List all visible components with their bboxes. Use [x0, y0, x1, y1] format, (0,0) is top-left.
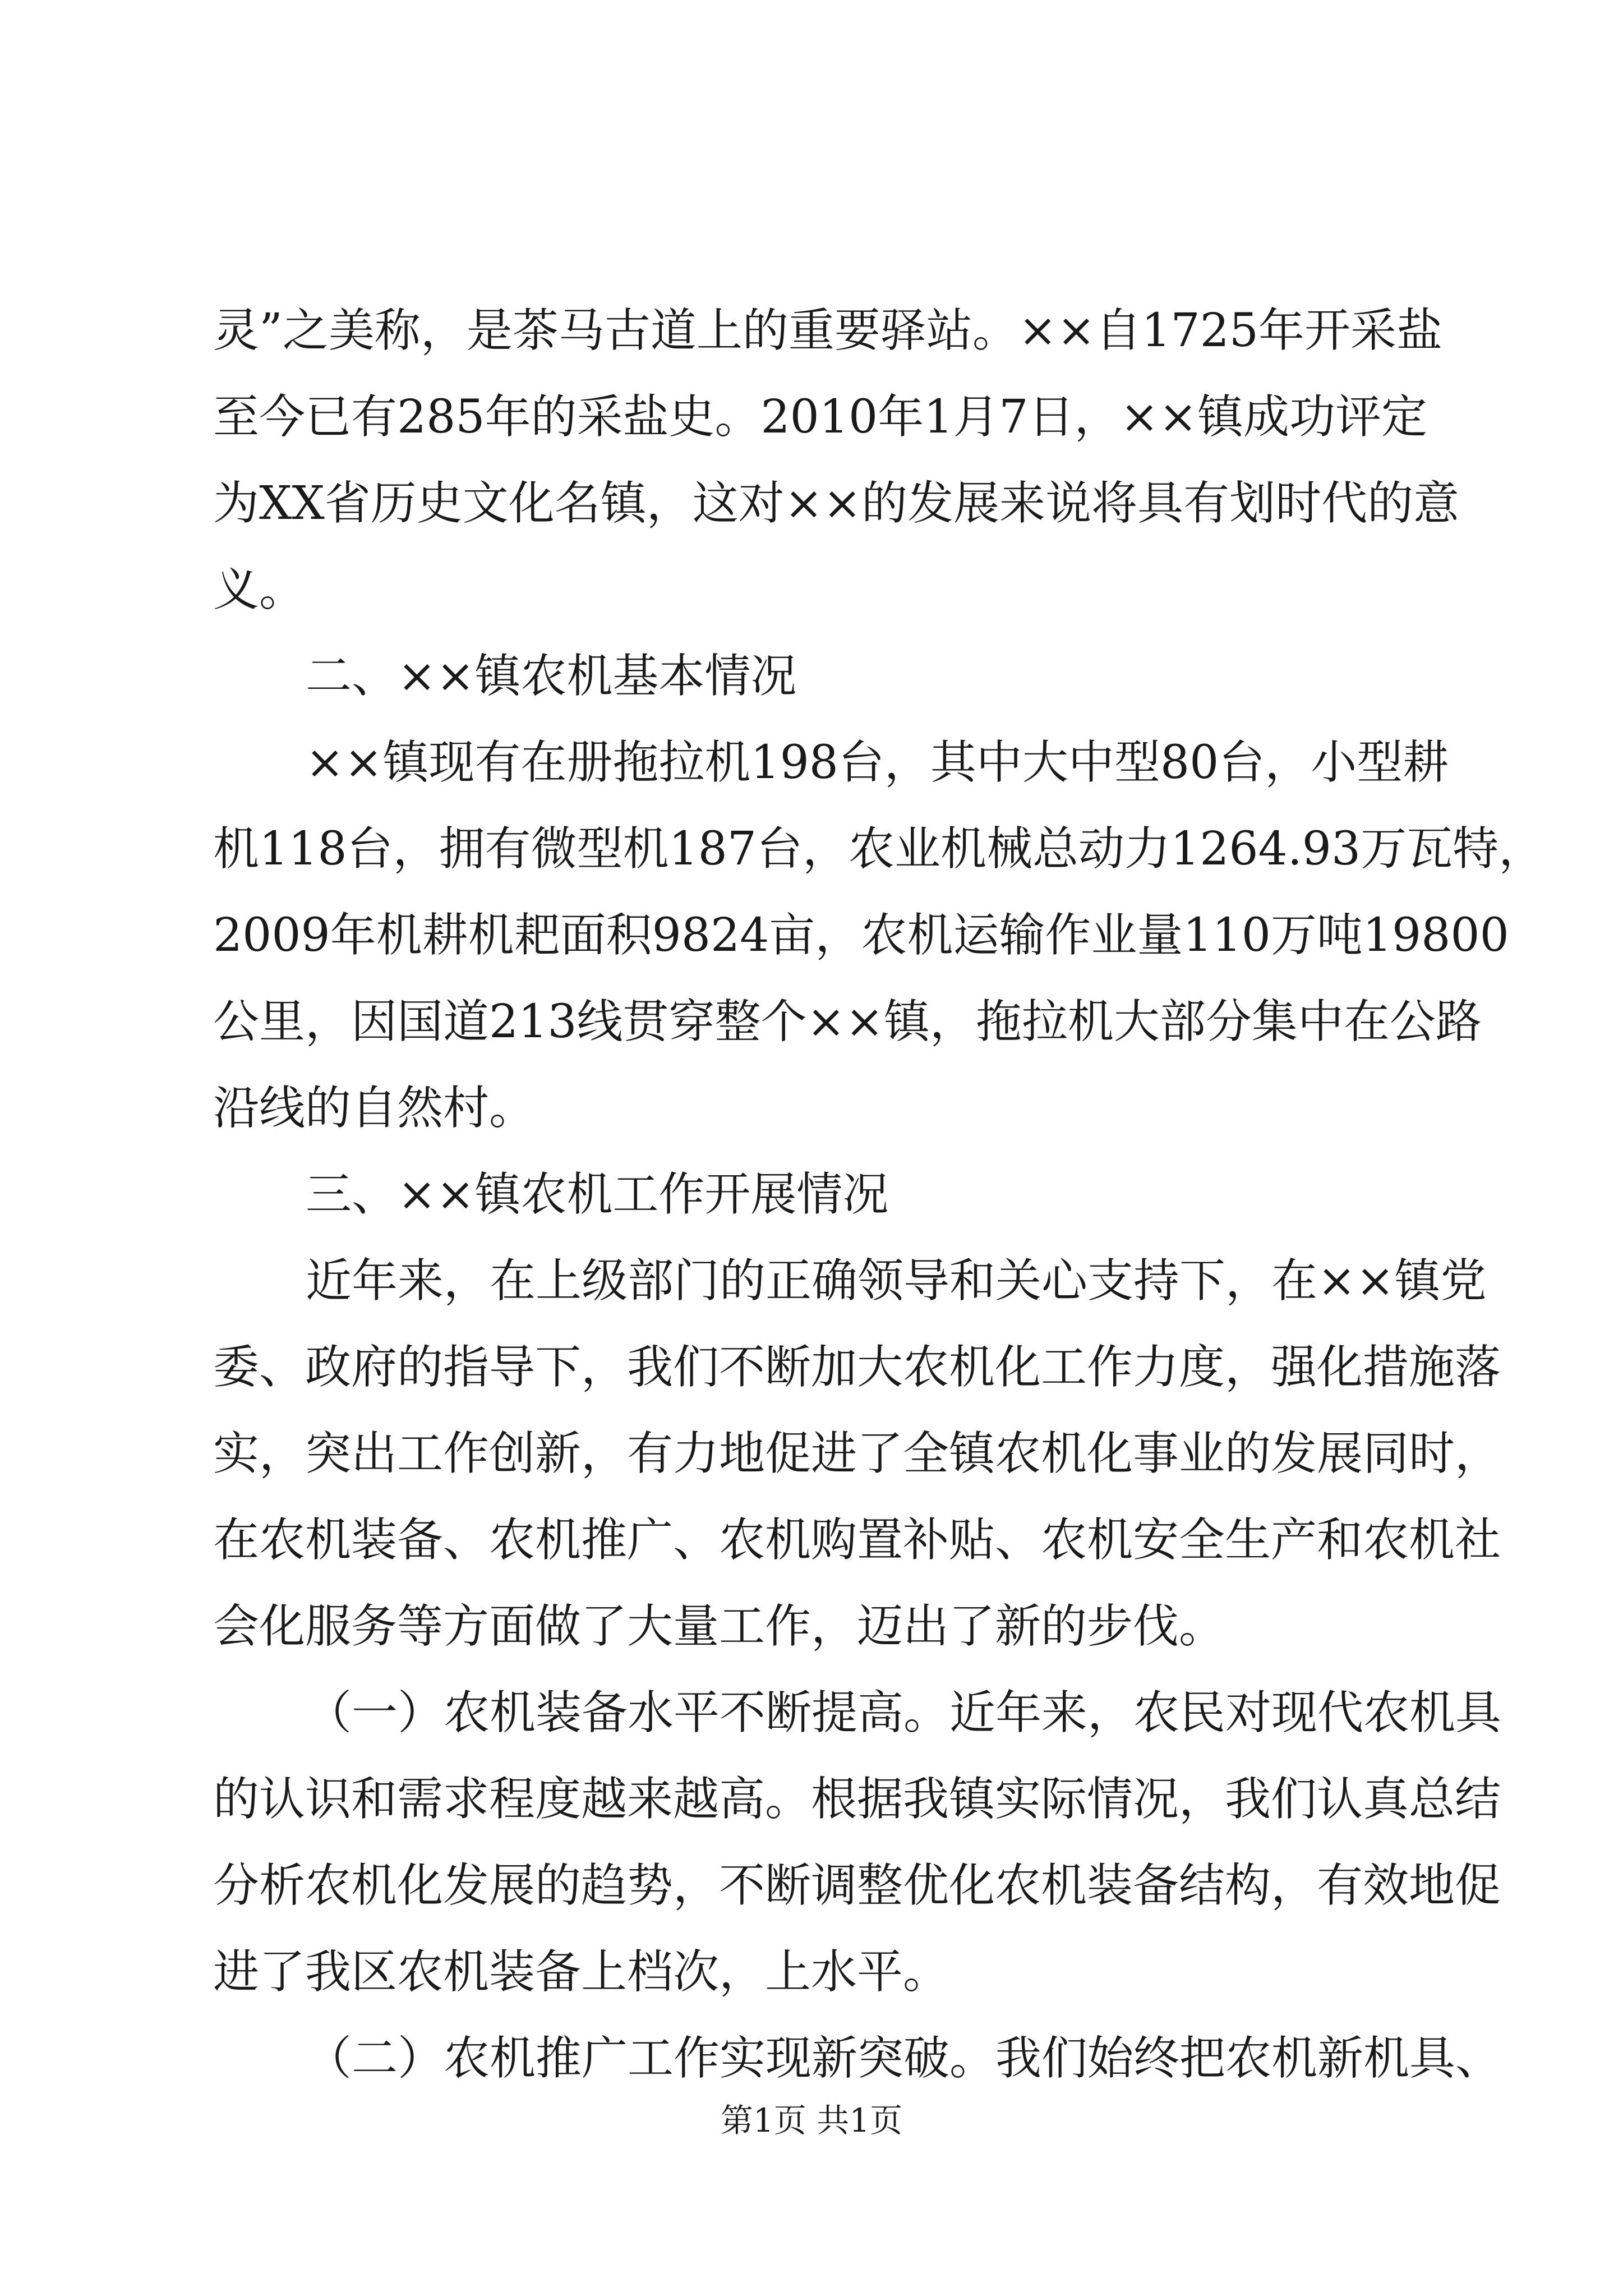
page-footer: 第1页 共1页 [720, 2101, 903, 2139]
body-text-line: 机118台，拥有微型机187台，农业机械总动力1264.93万瓦特， [213, 822, 1545, 876]
body-text-line: （二）农机推广工作实现新突破。我们始终把农机新机具、 [306, 2032, 1502, 2085]
body-text-line: 会化服务等方面做了大量工作，迈出了新的步伐。 [213, 1600, 1225, 1653]
body-text-line: 2009年机耕机耙面积9824亩，农机运输作业量110万吨19800 [213, 909, 1509, 962]
body-text-line: 在农机装备、农机推广、农机购置补贴、农机安全生产和农机社 [213, 1513, 1501, 1567]
section-heading: 三、××镇农机工作开展情况 [306, 1168, 889, 1221]
body-text-line: 公里，因国道213线贯穿整个××镇，拖拉机大部分集中在公路 [213, 995, 1482, 1048]
body-text-line: 近年来，在上级部门的正确领导和关心支持下，在××镇党 [306, 1254, 1487, 1308]
body-text-line: 至今已有285年的采盐史。2010年1月7日，××镇成功评定 [213, 390, 1427, 444]
body-text-line: 进了我区农机装备上档次，上水平。 [213, 1945, 949, 1999]
body-text-line: 沿线的自然村。 [213, 1082, 536, 1135]
body-text-line: ××镇现有在册拖拉机198台，其中大中型80台，小型耕 [306, 736, 1449, 789]
body-text-line: 为XX省历史文化名镇，这对××的发展来说将具有划时代的意 [213, 477, 1460, 530]
body-text-line: 分析农机化发展的趋势，不断调整优化农机装备结构，有效地促 [213, 1859, 1501, 1912]
body-text-line: 义。 [213, 563, 306, 616]
body-text-line: 委、政府的指导下，我们不断加大农机化工作力度，强化措施落 [213, 1341, 1501, 1394]
body-text-line: 的认识和需求程度越来越高。根据我镇实际情况，我们认真总结 [213, 1773, 1501, 1826]
body-text-line: 实，突出工作创新，有力地促进了全镇农机化事业的发展同时， [213, 1427, 1501, 1480]
body-text-line: （一）农机装备水平不断提高。近年来，农民对现代农机具 [306, 1686, 1502, 1740]
body-text-line: 灵”之美称，是茶马古道上的重要驿站。××自1725年开采盐 [213, 304, 1443, 357]
section-heading: 二、××镇农机基本情况 [306, 650, 797, 703]
